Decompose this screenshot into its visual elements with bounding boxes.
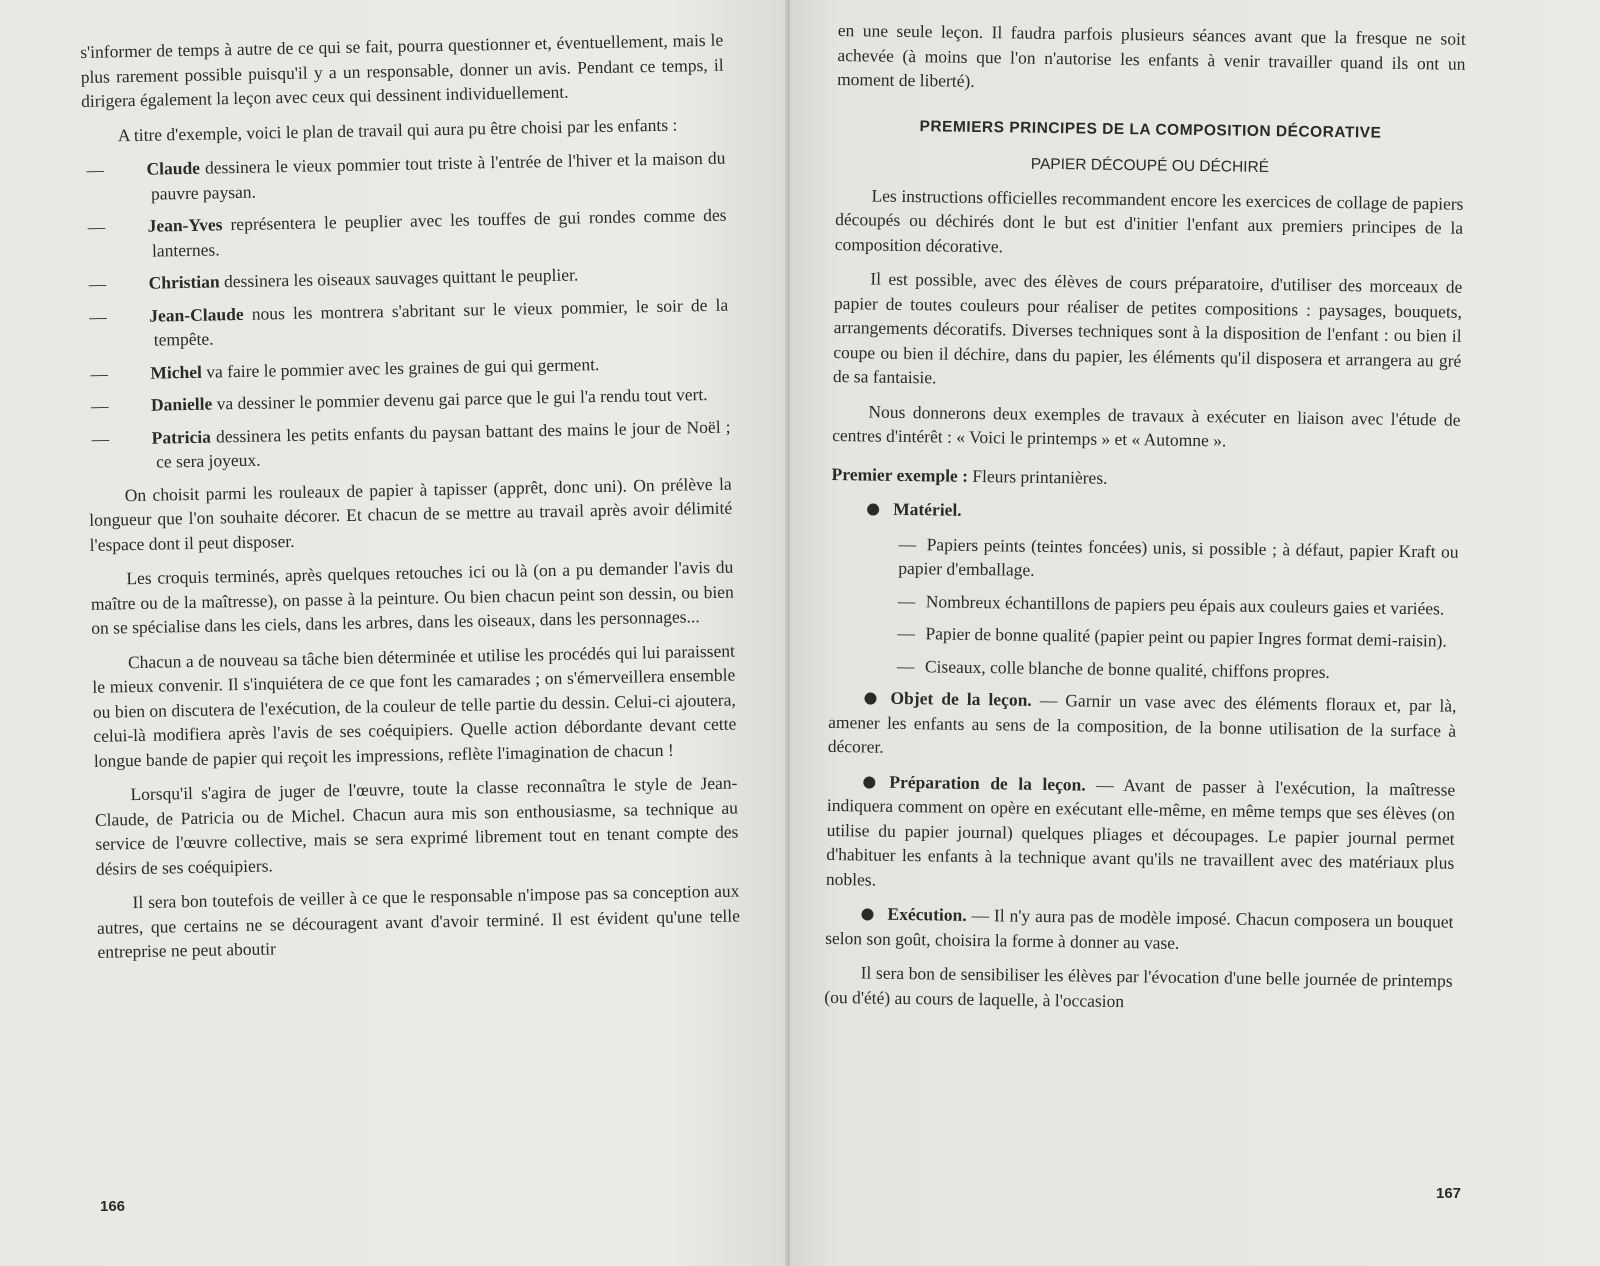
paragraph: Les instructions officielles recommandent encore les exercices de collage de papiers découpés ou déchirés dont le but est d'initier l'enfant aux premiers principes de la composition décorative. [834,184,1464,256]
child-name: Claude [146,157,201,179]
section-subheading: PAPIER DÉCOUPÉ OU DÉCHIRÉ [1030,155,1270,177]
list-item: — Claude dessinera le vieux pommier tout triste à l'entrée de l'hiver et la maison du pauvre paysan. [86,147,726,204]
right-page-text [824,18,1466,1028]
list-item: — Patricia dessinera les petits enfants du paysan battant des mains le jour de Noël ; ce sera joyeux. [91,416,731,472]
right-page [790,0,1600,1266]
left-page [0,0,790,1266]
child-name: Jean-Claude [149,303,244,326]
objet-text: Garnir un vase avec des éléments floraux et, par là, amener les enfants au sens de la composition, de la bonne utilisation de la surface à décorer. [827,690,1457,757]
list-item-text: Papiers peints (teintes foncées) unis, si possible ; à défaut, papier Kraft ou papier d'emballage. [898,533,1459,580]
list-item-text: nous les montrera s'abritant sur le vieux pommier, le soir de la tempête. [153,294,729,350]
left-page-text [80,28,741,975]
list-item-text: dessinera les oiseaux sauvages quittant le peuplier. [223,264,579,292]
list-item: — Ciseaux, colle blanche de bonne qualité, chiffons propres. [896,655,1331,682]
materiel-heading [867,496,1459,529]
list-item: — Danielle va dessiner le pommier devenu gai parce que le gui l'a rendu tout vert. [90,384,708,416]
list-item: — Christian dessinera les oiseaux sauvages quittant le peuplier. [88,264,579,294]
execution-paragraph: Exécution. — Il n'y aura pas de modèle imposé. Chacun composera un bouquet selon son goût, choisira la forme à donner au vase. [825,903,1454,953]
paragraph: Il est possible, avec des élèves de cours préparatoire, d'utiliser des morceaux de papier de toutes couleurs pour réaliser de petites compositions : paysages, bouquets, arrangements décoratifs. Diverses techniques sont à la disposition de l'enfant : ou bien il coupe ou bien il déchire, dans du papier, les éléments qu'il disposera et arrangera au gré de sa fantaisie. [832,268,1463,388]
paragraph: Il sera bon toutefois de veiller à ce que le responsable n'impose pas sa conception aux autres, que certains ne se découragent avant d'avoir terminé. Il est évident qu'une telle entreprise ne peut aboutir [96,880,741,962]
paragraph: Lorsqu'il s'agira de juger de l'œuvre, toute la classe reconnaîtra le style de Jean-Claude, de Patricia ou de Michel. Chacun aura mis son enthousiasme, sa technique au service de l'œuvre collective, mais se sera exprimé librement tout en tenant compte des désirs de ses coéquipiers. [94,772,739,879]
preparation-paragraph: Préparation de la leçon. — Avant de passer à l'exécution, la maîtresse indiquera comment on opère en exécutant elle-même, en même temps que ses élèves (on utilise du papier journal) quelques pliages et découpages. Le papier journal permet d'habituer les enfants à la technique avant qu'ils ne travaillent avec des matériaux plus nobles. [825,771,1456,890]
list-item: — Nombreux échantillons de papiers peu épais aux couleurs gaies et variées. [897,590,1445,619]
list-item-text: représentera le peuplier avec les touffes de gui rondes comme des lanternes. [151,204,727,261]
preparation-label: Préparation de la leçon. [889,771,1086,795]
paragraph: Nous donnerons deux exemples de travaux à exécuter en liaison avec l'étude de centres d'intérêt : « Voici le printemps » et « Automne ». [832,400,1461,451]
list-item-text: va faire le pommier avec les graines de gui qui germent. [206,353,600,382]
bullet-icon [867,503,879,515]
list-item: — Jean-Claude nous les montrera s'abritant sur le vieux pommier, le soir de la tempête. [89,294,729,350]
child-name: Danielle [150,393,213,415]
preparation-text: Avant de passer à l'exécution, la maîtresse indiquera comment on opère en exécutant elle-même, en même temps que ses élèves (on utilise du papier journal) quelques pliages et découpages. Le papier journal permet d'habituer les enfants à la technique avant qu'ils ne travaillent avec des matériaux plus nobles. [825,774,1456,890]
list-item: — Jean-Yves représentera le peuplier avec les touffes de gui rondes comme des lanternes. [87,204,727,261]
page-number: 167 [1436,1185,1462,1202]
list-item: — Papiers peints (teintes foncées) unis, si possible ; à défaut, papier Kraft ou papier d'emballage. [898,533,1459,580]
child-name: Patricia [151,426,212,448]
paragraph: A titre d'exemple, voici le plan de travail qui aura pu être choisi par les enfants : [117,114,678,145]
example-line [831,461,1459,494]
bullet-icon [864,692,876,704]
list-item-text: dessinera les petits enfants du paysan battant des mains le jour de Noël ; ce sera joyeux. [155,416,731,472]
execution-label: Exécution. [887,903,967,925]
list-item-text: Papier de bonne qualité (papier peint ou papier Ingres format demi-raisin). [925,623,1447,651]
paragraph: On choisit parmi les rouleaux de papier à tapisser (apprêt, donc uni). On prélève la longueur que l'on souhaite décorer. Et chacun de se mettre au travail après avoir délimité l'espace dont il peut disposer. [89,473,733,555]
paragraph: en une seule leçon. Il faudra parfois plusieurs séances avant que la fresque ne soit achevée (à moins que l'on n'autorise les enfants à venir travailler quand ils ont un moment de liberté). [837,19,1466,91]
objet-paragraph: Objet de la leçon. — Garnir un vase avec des éléments floraux et, par là, amener les enfants au sens de la composition, de la bonne utilisation de la surface à décorer. [827,687,1457,757]
page-number: 166 [100,1198,126,1215]
child-name: Jean-Yves [147,214,223,236]
paragraph: Chacun a de nouveau sa tâche bien déterminée et utilise les procédés qui lui paraissent le mieux convenir. Il s'inquiétera de ce que font les camarades ; on s'émerveillera ensemble ou bien on discutera de l'exécution, de la couleur de telle partie du dessin. Celui-ci ajoutera, celui-là modifiera après l'avis de ses coéquipiers. Quelle action débordante devant cette longue bande de papier qui reçoit les impressions, reflète l'imagination de chacun ! [92,640,737,771]
list-item-text: Nombreux échantillons de papiers peu épais aux couleurs gaies et variées. [925,590,1445,619]
section-heading: PREMIERS PRINCIPES DE LA COMPOSITION DÉCORATIVE [919,117,1382,142]
execution-text: Il n'y aura pas de modèle imposé. Chacun composera un bouquet selon son goût, choisira la forme à donner au vase. [825,905,1454,953]
paragraph: Les croquis terminés, après quelques retouches ici ou là (on a pu demander l'avis du maître ou de la maîtresse), on passe à la peinture. Ou bien chacun peint son dessin, ou bien on se spécialise dans les ciels, dans les arbres, dans les oiseaux, dans les personnages... [90,556,734,638]
list-item-text: Ciseaux, colle blanche de bonne qualité, chiffons propres. [924,655,1331,682]
list-item-text: dessinera le vieux pommier tout triste à l'entrée de l'hiver et la maison du pauvre paysan. [150,147,726,204]
child-name: Michel [150,361,203,383]
paragraph: Il sera bon de sensibiliser les élèves par l'évocation d'une belle journée de printemps (ou d'été) au cours de laquelle, à l'occasion [824,962,1453,1011]
list-item-text: va dessiner le pommier devenu gai parce que le gui l'a rendu tout vert. [216,384,708,414]
child-name: Christian [148,271,220,293]
materiel-label: Matériel. [893,498,962,520]
list-item: — Papier de bonne qualité (papier peint ou papier Ingres format demi-raisin). [897,622,1447,651]
bullet-icon [863,776,875,788]
example-label: Premier exemple : [831,463,969,486]
objet-label: Objet de la leçon. [890,687,1032,710]
paragraph: s'informer de temps à autre de ce qui se fait, pourra questionner et, éventuellement, mais le plus rarement possible puisqu'il y a un responsable, donner un avis. Pendant ce temps, il dirigera également la leçon avec ceux qui dessinent individuellement. [80,29,724,111]
bullet-icon [861,908,873,920]
list-item: — Michel va faire le pommier avec les graines de gui qui germent. [90,353,600,384]
example-text: Fleurs printanières. [972,465,1108,488]
